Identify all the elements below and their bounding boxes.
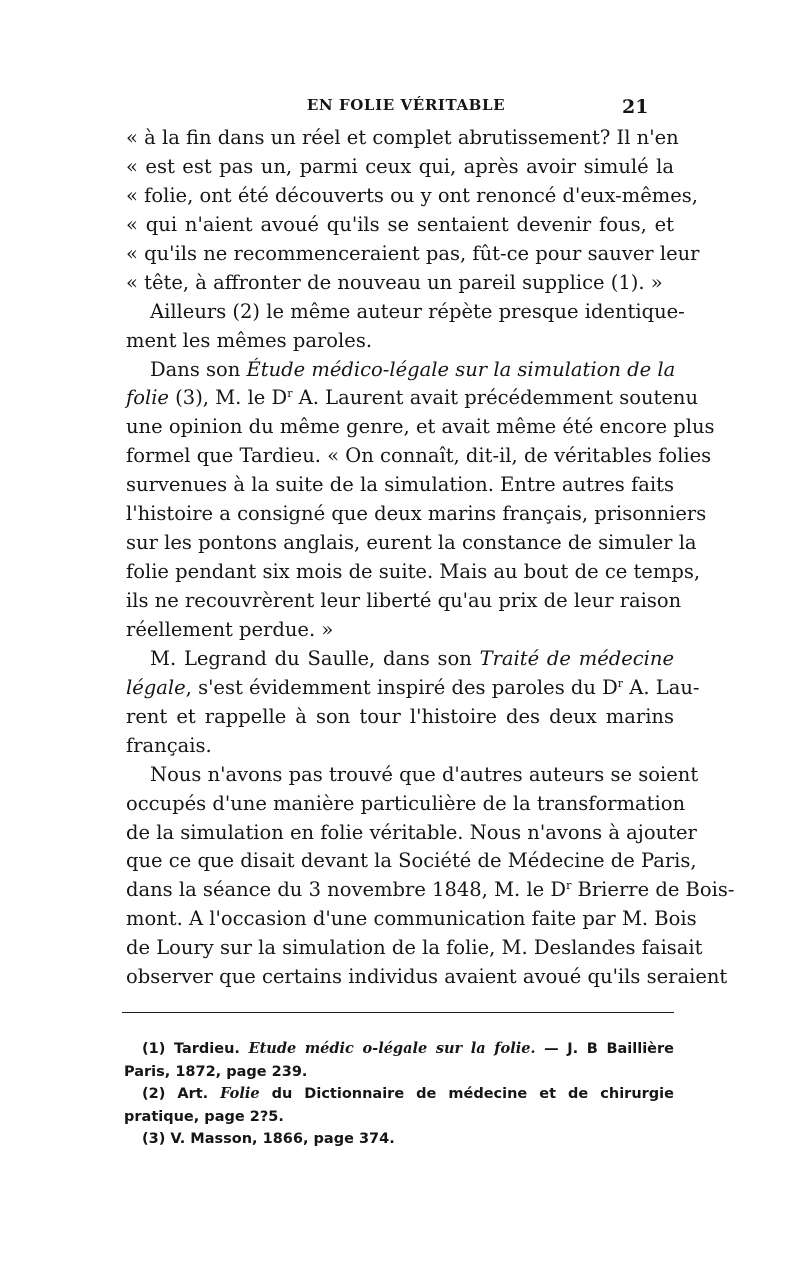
text-line: « folie, ont été découverts ou y ont renoncé d'eux-mêmes, (126, 183, 698, 207)
text-line: « est est pas un, parmi ceux qui, après avoir simulé la (126, 154, 674, 178)
text-line (126, 645, 674, 674)
text-run: (3), M. le D (168, 386, 288, 410)
text-run: du Dictionnaire de médecine et de chirurgie (259, 1086, 674, 1102)
text-line: de la simulation en folie véritable. Nous n'avons à ajouter (126, 820, 697, 844)
text-run: dans la séance du 3 novembre 1848, M. le D (126, 878, 567, 902)
book-title-italic: folie (126, 386, 169, 410)
text-line: « qui n'aient avoué qu'ils se sentaient devenir fous, et (126, 212, 674, 236)
body-text (126, 124, 735, 992)
text-line: mont. A l'occasion d'une communication faite par M. Bois (126, 907, 697, 931)
text-run: Brierre de Bois- (571, 878, 735, 902)
text-line: rent et rappelle à son tour l'histoire des deux marins (126, 704, 674, 728)
text-run: A. Lau- (623, 675, 700, 699)
book-title-italic: légale (126, 675, 186, 699)
footnote-line: Paris, 1872, page 239. (124, 1063, 308, 1080)
footnote-line: pratique, page 2?5. (124, 1108, 284, 1125)
book-title-italic: Etude médic o-légale sur la folie. (248, 1040, 536, 1057)
text-run: (1) Tardieu. (142, 1041, 249, 1057)
text-line: ment les mêmes paroles. (126, 328, 373, 352)
footnote-line (124, 1083, 674, 1106)
text-line (126, 674, 700, 703)
text-run: — J. B Baillière (535, 1041, 674, 1057)
book-title-italic: Folie (220, 1085, 260, 1102)
footnote-line (124, 1038, 674, 1061)
footnote-divider (122, 1012, 674, 1013)
superscript: r (287, 387, 293, 401)
text-line (126, 876, 735, 905)
text-line (126, 384, 699, 413)
footnote-line: (3) V. Masson, 1866, page 374. (142, 1131, 395, 1147)
text-line: « à la fin dans un réel et complet abrutissement? Il n'en (126, 126, 679, 149)
text-line: français. (126, 733, 212, 757)
text-line: survenues à la suite de la simulation. Entre autres faits (126, 473, 674, 497)
running-title: EN FOLIE VÉRITABLE (306, 96, 506, 114)
book-title-italic: Traité de médecine (479, 646, 675, 670)
text-line: sur les pontons anglais, eurent la constance de simuler la (126, 531, 697, 555)
superscript: r (617, 676, 624, 690)
text-line: occupés d'une manière particulière de la transformation (126, 791, 686, 815)
text-run: A. Laurent avait précédemment soutenu (292, 386, 699, 410)
text-line: ils ne recouvrèrent leur liberté qu'au prix de leur raison (126, 589, 682, 612)
text-line: folie pendant six mois de suite. Mais au bout de ce temps, (126, 560, 701, 584)
text-run: M. Legrand du Saulle, dans son (150, 646, 480, 670)
text-line: de Loury sur la simulation de la folie, M. Deslandes faisait (126, 936, 703, 960)
superscript: r (566, 879, 572, 893)
text-line (126, 356, 674, 385)
text-line: observer que certains individus avaient avoué qu'ils seraient (126, 965, 728, 989)
text-line: « qu'ils ne recommenceraient pas, fût-ce pour sauver leur (126, 241, 700, 265)
page-number: 21 (622, 96, 649, 118)
page-header (0, 96, 800, 120)
text-line: formel que Tardieu. « On connaît, dit-il, de véritables folies (126, 444, 712, 468)
text-line: Nous n'avons pas trouvé que d'autres auteurs se soient (150, 762, 699, 786)
text-line: Ailleurs (2) le même auteur répète presque identique- (150, 299, 685, 323)
text-line: « tête, à affronter de nouveau un pareil supplice (1). » (126, 270, 663, 294)
text-line: que ce que disait devant la Société de Médecine de Paris, (126, 849, 697, 873)
text-run: , s'est évidemment inspiré des paroles du D (185, 675, 618, 699)
text-line: réellement perdue. » (126, 617, 334, 641)
footnotes (124, 1038, 674, 1151)
text-line: une opinion du même genre, et avait même été encore plus (126, 415, 715, 439)
text-line: l'histoire a consigné que deux marins français, prisonniers (126, 502, 707, 526)
text-run: Dans son (150, 357, 247, 381)
book-title-italic: Étude médico-légale sur la simulation de la (246, 357, 676, 381)
text-run: (2) Art. (142, 1086, 221, 1102)
